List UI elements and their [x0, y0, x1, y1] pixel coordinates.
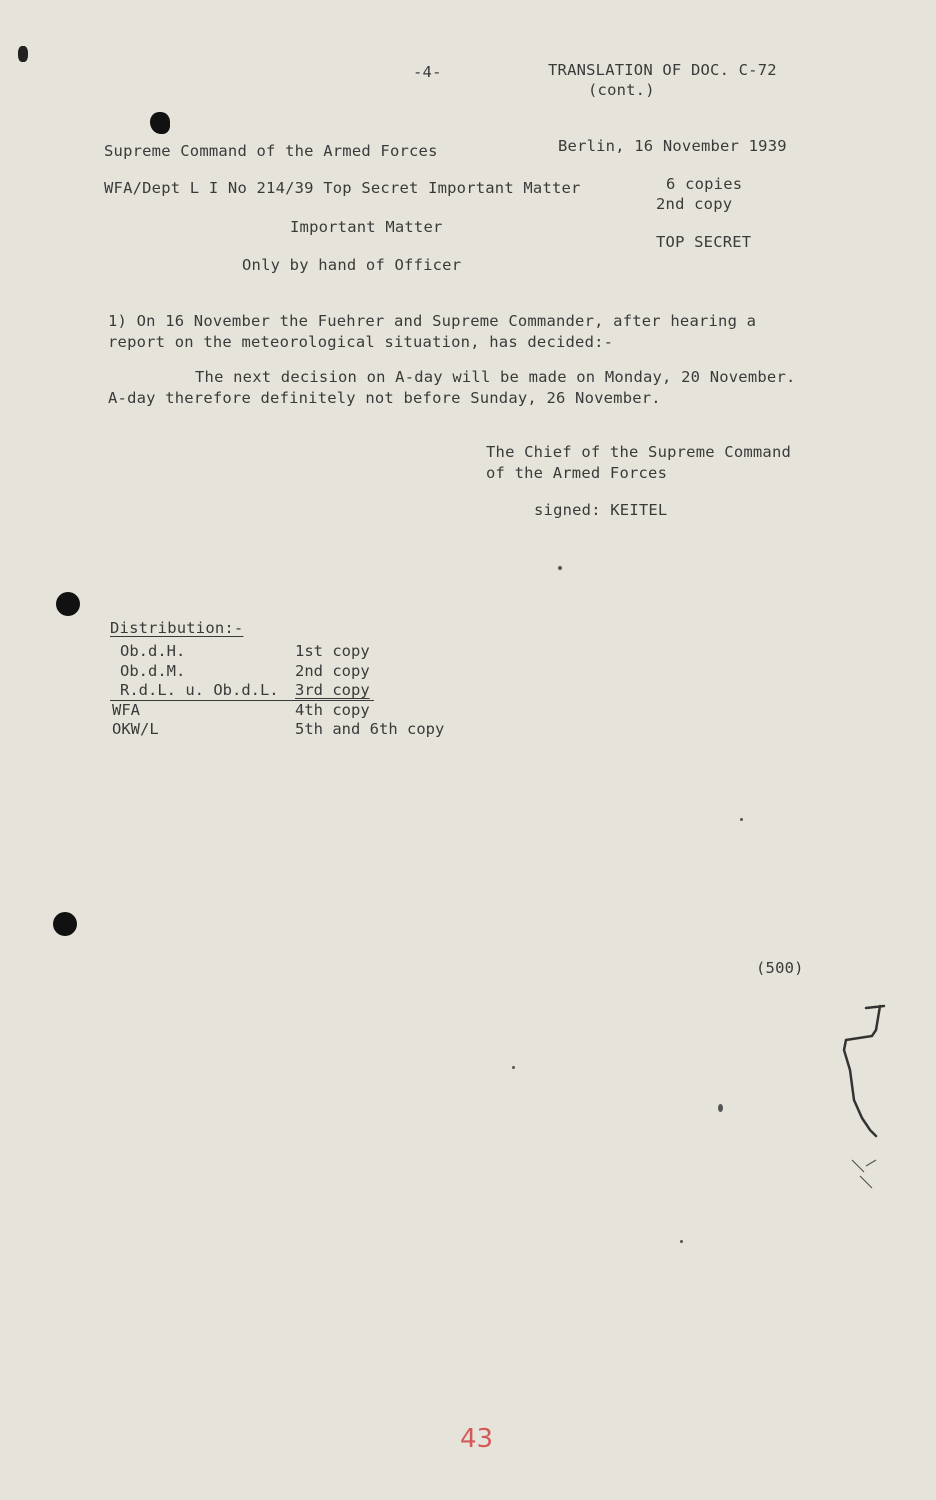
recipient-name: OKW/L: [112, 720, 159, 738]
speck: [680, 1240, 683, 1243]
distribution-row: [120, 720, 444, 740]
edge-mark: [18, 46, 28, 62]
recipient-copy: 3rd copy: [295, 681, 370, 699]
classification: TOP SECRET: [656, 233, 752, 251]
distribution-underline: [110, 700, 374, 701]
distribution-row: [120, 681, 444, 701]
paragraph-1-line-1: 1) On 16 November the Fuehrer and Supreme Commander, after hearing a: [108, 312, 757, 330]
reference: WFA/Dept L I No 214/39 Top Secret Important Matter: [104, 179, 581, 197]
punch-hole-bottom: [53, 912, 77, 936]
recipient-name: Ob.d.H.: [120, 642, 186, 660]
distribution-row: [120, 642, 444, 662]
recipient-copy: 2nd copy: [295, 661, 370, 680]
place-date: Berlin, 16 November 1939: [558, 137, 787, 155]
copy-number: 2nd copy: [656, 195, 733, 213]
speck: [718, 1104, 723, 1112]
recipient-copy: 4th copy: [295, 700, 370, 719]
speck: [512, 1066, 515, 1069]
paragraph-1-line-2: report on the meteorological situation, has decided:-: [108, 333, 614, 351]
recipient-copy: 5th and 6th copy: [295, 720, 445, 738]
margin-scribble: [836, 1000, 896, 1200]
distribution-row: [120, 662, 444, 682]
paragraph-2-line-2: A-day therefore definitely not before Sunday, 26 November.: [108, 389, 661, 407]
handling-note: Only by hand of Officer: [242, 256, 462, 274]
recipient-copy: 1st copy: [295, 642, 370, 660]
signature-line-1: The Chief of the Supreme Command: [486, 443, 792, 461]
punch-hole-top: [56, 592, 80, 616]
document-title: TRANSLATION OF DOC. C-72: [548, 61, 777, 79]
distribution-list: [112, 642, 445, 740]
recipient-name: Ob.d.M.: [120, 661, 186, 680]
recipient-name: R.d.L. u. Ob.d.L.: [120, 681, 279, 699]
page-marker: -4-: [413, 63, 442, 81]
page-stamp: 43: [460, 1424, 494, 1454]
important-matter: Important Matter: [290, 218, 443, 236]
sender: Supreme Command of the Armed Forces: [104, 142, 438, 160]
distribution-row: [120, 701, 444, 721]
paragraph-2-line-1: The next decision on A-day will be made on Monday, 20 November.: [195, 368, 796, 386]
recipient-name: WFA: [112, 700, 140, 719]
signature-line-2: of the Armed Forces: [486, 464, 668, 482]
ink-blot-mark: [150, 112, 170, 134]
signed-by: signed: KEITEL: [534, 501, 668, 519]
document-title-cont: (cont.): [588, 81, 655, 99]
copies-count: 6 copies: [666, 175, 743, 193]
speck: [558, 566, 562, 570]
speck: [740, 818, 743, 821]
distribution-heading: Distribution:-: [110, 619, 244, 637]
count-note: (500): [756, 959, 804, 977]
